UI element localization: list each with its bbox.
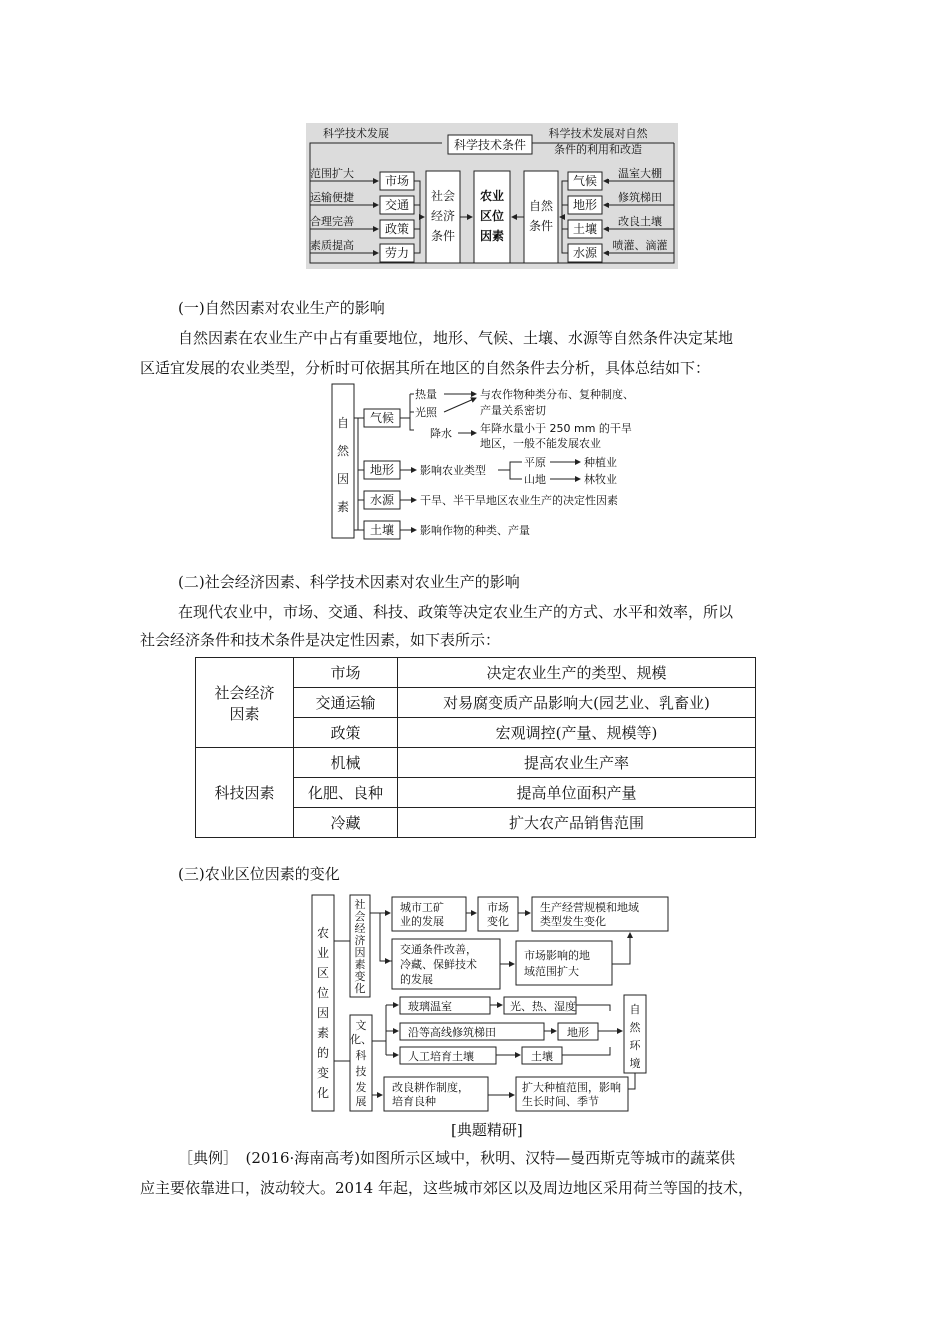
svg-text:自: 自 [629, 1003, 641, 1016]
root-char-1: 自 [336, 416, 350, 430]
svg-text:文: 文 [355, 1019, 367, 1032]
social-line-3: 条件 [430, 229, 456, 243]
center-line-2: 区位 [479, 209, 505, 223]
terrain-label: 地形 [572, 198, 598, 212]
svg-text:农: 农 [316, 926, 330, 940]
expand-line-2: 生长时间、季节 [522, 1095, 599, 1108]
svg-text:发: 发 [355, 1081, 367, 1094]
soil-change-label: 土壤 [531, 1050, 553, 1063]
right-label-4: 喷灌、滴灌 [612, 239, 668, 252]
factor-cell: 政策 [294, 718, 398, 748]
greenhouse-label: 玻璃温室 [408, 1000, 452, 1013]
root-char-2: 然 [336, 444, 350, 458]
rain-label: 降水 [430, 427, 452, 440]
table-row [196, 658, 756, 688]
section3-heading: (三)农业区位因素的变化 [178, 865, 340, 883]
right-label-1: 温室大棚 [618, 167, 662, 180]
section1-para-line1: 自然因素在农业生产中占有重要地位，地形、气候、土壤、水源等自然条件决定某地 [178, 329, 734, 347]
group-social-line1: 社会经济 [214, 683, 275, 702]
sci-tech-impact-label-1: 科学技术发展对自然 [548, 127, 648, 140]
natural-factor-diagram [330, 382, 670, 542]
left-label-4: 素质提高 [310, 239, 354, 252]
svg-text:展: 展 [355, 1095, 367, 1108]
svg-text:科: 科 [355, 1049, 367, 1062]
svg-text:济: 济 [354, 934, 366, 947]
terrain-change-label: 地形 [567, 1026, 589, 1039]
svg-text:然: 然 [629, 1021, 641, 1034]
factor-cell: 冷藏 [294, 808, 398, 838]
effect-cell: 宏观调控(产量、规模等) [398, 718, 756, 748]
svg-text:业: 业 [316, 946, 330, 960]
natural-line-2: 条件 [528, 219, 554, 233]
labor-label: 劳力 [384, 246, 410, 260]
table-row [196, 748, 756, 778]
sci-tech-dev-label: 科学技术发展 [323, 127, 389, 140]
section1-para-line2: 区适宜发展的农业类型，分析时可依据其所在地区的自然条件去分析，具体总结如下： [140, 359, 711, 377]
svg-text:因: 因 [354, 946, 366, 959]
center-line-1: 农业 [479, 189, 505, 203]
svg-text:位: 位 [316, 986, 330, 1000]
svg-text:境: 境 [629, 1057, 641, 1070]
group-tech-cell: 科技因素 [196, 748, 294, 838]
plain-result: 种植业 [584, 456, 617, 469]
natural-box [524, 171, 558, 263]
svg-text:区: 区 [316, 966, 330, 980]
svg-text:变: 变 [316, 1066, 330, 1080]
light-heat-label: 光、热、湿度 [510, 1000, 576, 1013]
soil-label-2: 土壤 [369, 523, 395, 537]
effect-cell: 提高单位面积产量 [398, 778, 756, 808]
terrain-label-2: 地形 [369, 463, 395, 477]
urban-line-1: 城市工矿 [400, 901, 444, 914]
example-line1: ［典例］ (2016·海南高考)如图所示区域中，秋明、汉特—曼西斯克等城市的蔬菜供 [178, 1149, 736, 1167]
section2-para-line2: 社会经济条件和技术条件是决定性因素，如下表所示： [140, 631, 501, 649]
svg-text:化: 化 [316, 1086, 330, 1100]
factor-table [195, 657, 756, 838]
rain-effect-1: 年降水量小于 250 mm 的干旱 [480, 422, 632, 435]
sci-tech-impact-label-2: 条件的利用和改造 [554, 143, 642, 156]
right-label-2: 修筑梯田 [618, 191, 662, 204]
natural-line-1: 自然 [528, 199, 554, 213]
water-label-2: 水源 [369, 493, 395, 507]
mountain-result: 林牧业 [584, 473, 617, 486]
factor-change-diagram [310, 891, 672, 1115]
section2-heading: (二)社会经济因素、科学技术因素对农业生产的影响 [178, 573, 520, 591]
svg-text:会: 会 [354, 910, 366, 923]
svg-text:素: 素 [316, 1026, 330, 1040]
right-label-3: 改良土壤 [618, 215, 662, 228]
transport-line-3: 的发展 [400, 973, 433, 986]
change-root-text [317, 926, 329, 1100]
factor-cell: 化肥、良种 [294, 778, 398, 808]
climate-label-2: 气候 [369, 411, 395, 425]
improve-line-2: 培育良种 [392, 1095, 436, 1108]
market-change-line-2: 变化 [487, 915, 509, 928]
svg-text:因: 因 [316, 1006, 330, 1020]
heat-label: 热量 [415, 388, 437, 401]
policy-label: 政策 [384, 222, 410, 236]
root-char-3: 因 [336, 472, 350, 486]
market-range-box [516, 941, 612, 985]
transport-line-1: 交通条件改善， [400, 943, 477, 956]
svg-text:变: 变 [354, 970, 366, 983]
svg-text:化: 化 [354, 982, 366, 995]
left-label-1: 范围扩大 [310, 167, 354, 180]
terrace-label: 沿等高线修筑梯田 [408, 1026, 496, 1039]
rain-effect-2: 地区，一般不能发展农业 [480, 437, 601, 450]
effect-cell: 扩大农产品销售范围 [398, 808, 756, 838]
improve-line-1: 改良耕作制度， [392, 1081, 469, 1094]
social-line-2: 经济 [430, 209, 456, 223]
group-social-cell [196, 658, 294, 748]
scale-line-2: 类型发生变化 [540, 915, 606, 928]
sci-tech-condition-label: 科学技术条件 [453, 138, 527, 152]
section2-para-line1: 在现代农业中，市场、交通、科技、政策等决定农业生产的方式、水平和效率，所以 [178, 603, 734, 621]
transport-line-2: 冷藏、保鲜技术 [400, 958, 477, 971]
left-label-2: 运输便捷 [310, 191, 354, 204]
group-social-line2: 因素 [229, 704, 260, 723]
svg-text:化、: 化、 [350, 1033, 372, 1046]
factor-cell: 交通运输 [294, 688, 398, 718]
section4-heading: [典题精研] [451, 1121, 523, 1139]
root-char-4: 素 [336, 500, 350, 514]
svg-text:技: 技 [355, 1065, 367, 1078]
water-effect: 干旱、半干旱地区农业生产的决定性因素 [420, 494, 618, 507]
mountain-label: 山地 [524, 473, 546, 486]
light-label: 光照 [415, 406, 437, 419]
water-label: 水源 [572, 246, 598, 260]
market-change-line-1: 市场 [487, 901, 509, 914]
transport-label: 交通 [384, 198, 410, 212]
expand-line-1: 扩大种植范围，影响 [522, 1081, 621, 1094]
left-label-3: 合理完善 [310, 215, 354, 228]
soil-label: 土壤 [572, 222, 598, 236]
svg-text:经: 经 [354, 922, 366, 935]
artificial-soil-label: 人工培育土壤 [408, 1050, 474, 1063]
factor-cell: 机械 [294, 748, 398, 778]
factor-cell: 市场 [294, 658, 398, 688]
market-range-line-2: 域范围扩大 [524, 965, 579, 978]
climate-effect-1: 与农作物种类分布、复种制度、 [480, 388, 634, 401]
climate-label: 气候 [572, 174, 598, 188]
urban-line-2: 业的发展 [400, 915, 444, 928]
example-line2: 应主要依靠进口，波动较大。2014 年起，这些城市郊区以及周边地区采用荷兰等国的技术， [140, 1179, 753, 1197]
scale-line-1: 生产经营规模和地域 [540, 901, 639, 914]
social-line-1: 社会 [430, 189, 456, 203]
market-label: 市场 [384, 174, 410, 188]
effect-cell: 对易腐变质产品影响大(园艺业、乳畜业) [398, 688, 756, 718]
effect-cell: 决定农业生产的类型、规模 [398, 658, 756, 688]
section1-heading: (一)自然因素对农业生产的影响 [178, 299, 385, 317]
agri-location-factor-diagram [306, 123, 678, 269]
soil-effect: 影响作物的种类、产量 [420, 524, 530, 537]
svg-text:素: 素 [354, 958, 366, 971]
market-range-line-1: 市场影响的地 [524, 949, 590, 962]
svg-text:的: 的 [316, 1046, 330, 1060]
climate-effect-2: 产量关系密切 [480, 404, 546, 417]
effect-cell: 提高农业生产率 [398, 748, 756, 778]
terrain-effect: 影响农业类型 [420, 464, 486, 477]
plain-label: 平原 [524, 456, 546, 469]
svg-text:环: 环 [629, 1039, 641, 1052]
svg-text:社: 社 [354, 898, 366, 911]
natural-root-box [332, 384, 354, 538]
center-line-3: 因素 [479, 229, 505, 243]
